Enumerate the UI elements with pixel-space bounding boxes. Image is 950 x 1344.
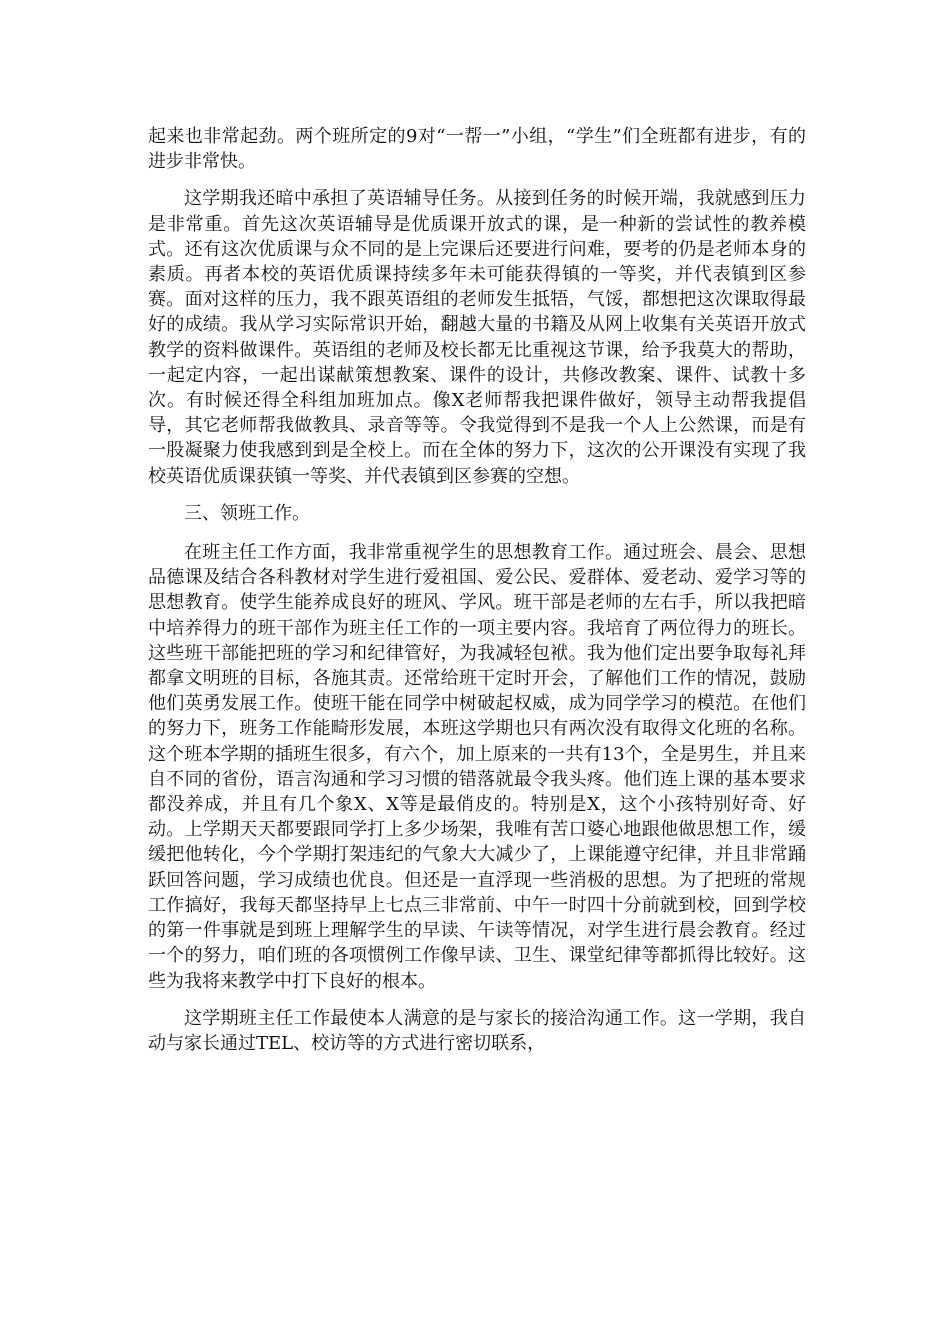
paragraph-parent-communication: 这学期班主任工作最使本人满意的是与家长的接洽沟通工作。这一学期，我自动与家长通过TEL、校访等的方式进行密切联系， <box>148 1007 806 1054</box>
section-heading-class-leading: 三、领班工作。 <box>184 502 310 524</box>
paragraph-class-teacher-work: 在班主任工作方面，我非常重视学生的思想教育工作。通过班会、晨会、思想品德课及结合各科教材对学生进行爱祖国、爱公民、爱群体、爱老动、爱学习等的思想教育。使学生能养成良好的班风、学风。班干部是老师的左右手，所以我把暗中培养得力的班干部作为班主任工作的一项主要内容。我培育了两位得力的班长。这些班干部能把班的学习和纪律管好，为我减轻包袱。我为他们定出要争取每礼拜都拿文明班的目标，各施其责。还常给班干定时开会，了解他们工作的情况，鼓励他们英勇发展工作。使班干能在同学中树破起权威，成为同学学习的模范。在他们的努力下，班务工作能畸形发展，本班这学期也只有两次没有取得文化班的名称。这个班本学期的插班生很多，有六个，加上原来的一共有13个，全是男生，并且来自不同的省份，语言沟通和学习习惯的错落就最令我头疼。他们连上课的基本要求都没养成，并且有几个象X、X等是最俏皮的。特别是X，这个小孩特别好奇、好动。上学期天天都要跟同学打上多少场架，我唯有苦口婆心地跟他做思想工作，缓缓把他转化，今个学期打架违纪的气象大大减少了，上课能遵守纪律，并且非常踊跃回答问题，学习成绩也优良。但还是一直浮现一些消极的思想。为了把班的常规工作搞好，我每天都坚持早上七点三非常前、中午一时四十分前就到校，回到学校的第一件事就是到班上理解学生的早读、午读等情况，对学生进行晨会教育。经过一个的努力，咱们班的各项惯例工作像早读、卫生、课堂纪律等都抓得比较好。这些为我将来教学中打下良好的根本。 <box>148 542 806 992</box>
paragraph-continuation: 起来也非常起劲。两个班所定的9对“一帮一”小组，“学生”们全班都有进步，有的进步非常快。 <box>148 126 806 173</box>
paragraph-english-tutoring: 这学期我还暗中承担了英语辅导任务。从接到任务的时候开端，我就感到压力是非常重。首先这次英语辅导是优质课开放式的课，是一种新的尝试性的教养模式。还有这次优质课与众不同的是上完课后还要进行问难，要考的仍是老师本身的素质。再者本校的英语优质课持续多年未可能获得镇的一等奖，并代表镇到区参赛。面对这样的压力，我不跟英语组的老师发生抵牾，气馁，都想把这次课取得最好的成绩。我从学习实际常识开始，翻越大量的书籍及从网上收集有关英语开放式教学的资料做课件。英语组的老师及校长都无比重视这节课，给予我莫大的帮助，一起定内容，一起出谋献策想教案、课件的设计，共修改教案、课件、试教十多次。有时候还得全科组加班加点。像X老师帮我把课件做好，领导主动帮我提倡导，其它老师帮我做教具、录音等等。令我觉得到不是我一个人上公然课，而是有一股凝聚力使我感到到是全校上。而在全体的努力下，这次的公开课没有实现了我校英语优质课获镇一等奖、并代表镇到区参赛的空想。 <box>148 188 806 487</box>
document-page <box>148 124 806 1068</box>
